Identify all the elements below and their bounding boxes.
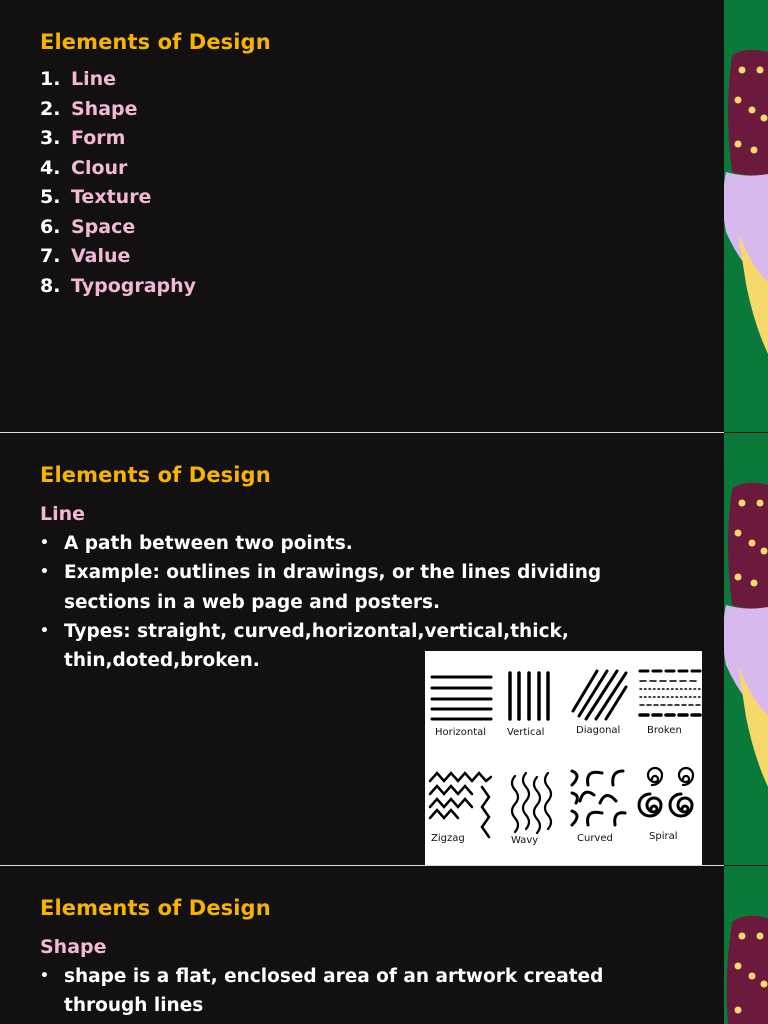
list-item: 2. Shape [40,97,138,120]
caption-wavy: Wavy [511,835,539,846]
caption-horizontal: Horizontal [435,727,487,738]
slide-heading: Elements of Design [40,463,271,487]
bullet-item: • Example: outlines in drawings, or the lines dividing sections in a web page and posters. [40,562,602,613]
line-types-illustration [425,651,702,865]
slide-shape [0,866,724,1024]
list-item: 4. Clour [40,156,128,179]
caption-vertical: Vertical [507,727,545,738]
slide-heading: Elements of Design [40,896,271,920]
spiral-lines [639,768,693,816]
curved-lines [572,771,625,825]
slide-subheading: Shape [40,936,107,958]
slide-subheading: Line [40,503,86,525]
caption-broken: Broken [647,725,682,736]
diagonal-lines [573,671,626,719]
zigzag-lines [430,773,491,837]
broken-lines [640,671,700,715]
list-item: 7. Value [40,245,131,267]
horizontal-lines [432,677,491,719]
list-item: 5. Texture [40,186,152,208]
decorative-side-strip [724,433,768,865]
caption-zigzag: Zigzag [431,833,465,844]
slide-heading: Elements of Design [40,30,271,54]
decorative-side-strip [724,866,768,1024]
caption-spiral: Spiral [649,831,678,842]
list-item: 6. Space [40,215,136,238]
caption-curved: Curved [577,833,613,844]
wavy-lines [512,773,551,833]
bullet-item: • shape is a flat, enclosed area of an artwork created through lines [40,966,604,1017]
bullet-item: • Types: straight, curved,horizontal,vertical,thick, thin,doted,broken. [40,620,569,672]
list-item: 8. Typography [40,274,197,297]
bullet-item: • A path between two points. [40,533,353,554]
slide-elements-list [0,0,724,432]
elements-list [40,68,196,304]
list-item: 1. Line [40,68,117,90]
slide-line [0,433,724,865]
vertical-lines [510,673,548,719]
list-item: 3. Form [40,127,126,149]
caption-diagonal: Diagonal [576,725,621,736]
bullet-list [40,962,660,1021]
decorative-side-strip [724,0,768,432]
